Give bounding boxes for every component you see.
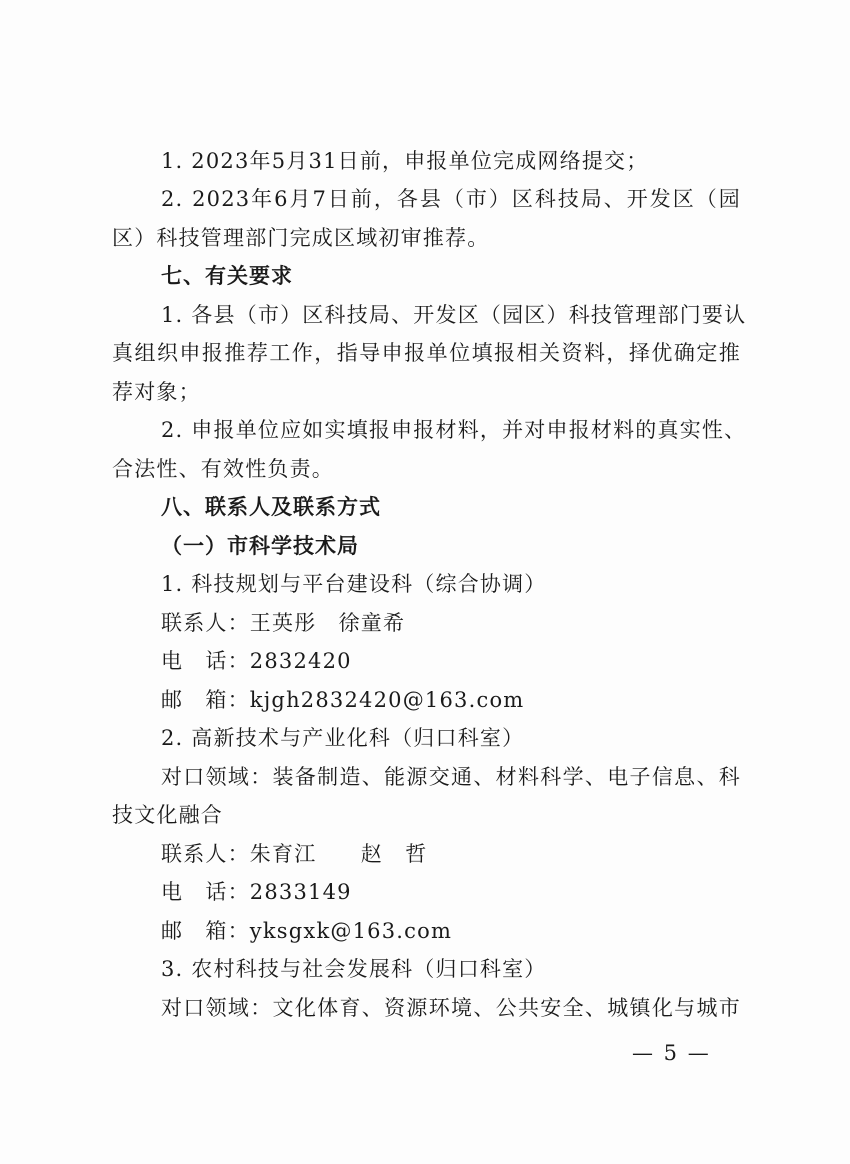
department-2-fields-line-1: 对口领域：装备制造、能源交通、材料科学、电子信息、科 bbox=[161, 765, 741, 789]
requirement-2-line-1: 2. 申报单位应如实填报申报材料，并对申报材料的真实性、 bbox=[161, 418, 747, 442]
requirement-1-line-3: 荐对象； bbox=[112, 380, 201, 404]
subsection-heading-bureau: （一）市科学技术局 bbox=[161, 534, 359, 558]
requirement-1-line-1: 1. 各县（市）区科技局、开发区（园区）科技管理部门要认 bbox=[161, 303, 747, 327]
department-2-fields-line-2: 技文化融合 bbox=[112, 803, 223, 827]
requirement-2-line-2: 合法性、有效性负责。 bbox=[112, 457, 334, 481]
schedule-item-2-line-2: 区）科技管理部门完成区域初审推荐。 bbox=[112, 226, 490, 250]
department-1-email: 邮 箱：kjgh2832420@163.com bbox=[161, 688, 525, 712]
department-3-fields-line-1: 对口领域：文化体育、资源环境、公共安全、城镇化与城市 bbox=[161, 996, 741, 1020]
department-2-title: 2. 高新技术与产业化科（归口科室） bbox=[161, 726, 525, 750]
section-heading-requirements: 七、有关要求 bbox=[161, 264, 293, 288]
department-2-phone: 电 话：2833149 bbox=[161, 880, 352, 904]
requirement-1-line-2: 真组织申报推荐工作，指导申报单位填报相关资料，择优确定推 bbox=[112, 341, 741, 365]
department-1-contacts: 联系人：王英彤 徐童希 bbox=[161, 611, 406, 635]
schedule-item-1: 1. 2023年5月31日前，申报单位完成网络提交； bbox=[161, 149, 649, 173]
page-number: — 5 — bbox=[632, 1041, 711, 1065]
section-heading-contacts: 八、联系人及联系方式 bbox=[161, 495, 381, 519]
schedule-item-2-line-1: 2. 2023年6月7日前，各县（市）区科技局、开发区（园 bbox=[161, 187, 741, 211]
department-1-phone: 电 话：2832420 bbox=[161, 649, 352, 673]
department-2-contacts: 联系人：朱育江 赵 哲 bbox=[161, 842, 428, 866]
department-2-email: 邮 箱：yksgxk@163.com bbox=[161, 919, 453, 943]
department-3-title: 3. 农村科技与社会发展科（归口科室） bbox=[161, 957, 547, 981]
department-1-title: 1. 科技规划与平台建设科（综合协调） bbox=[161, 572, 547, 596]
